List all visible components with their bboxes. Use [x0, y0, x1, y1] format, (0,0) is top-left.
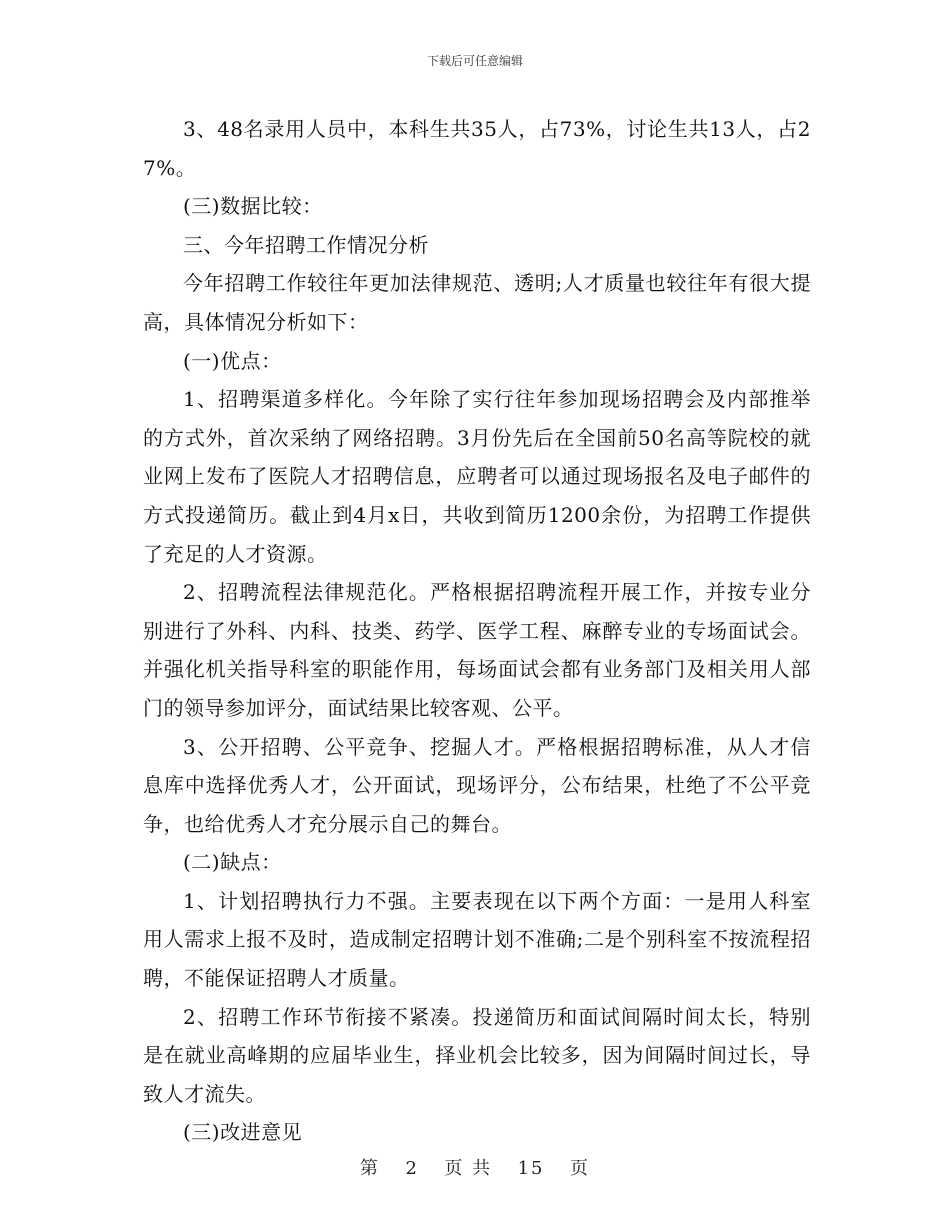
- paragraph-disadvantage-1: 1、计划招聘执行力不强。主要表现在以下两个方面：一是用人科室用人需求上报不及时，造成制定招聘计划不准确;二是个别科室不按流程招聘，不能保证招聘人才质量。: [143, 888, 811, 991]
- page-footer: [0, 1154, 950, 1180]
- heading-section-three: 三、今年招聘工作情况分析: [183, 232, 429, 257]
- paragraph-disadvantage-2: 2、招聘工作环节衔接不紧凑。投递简历和面试间隔时间太长，特别是在就业高峰期的应届毕业生，择业机会比较多，因为间隔时间过长，导致人才流失。: [143, 1004, 811, 1106]
- heading-disadvantages: (二)缺点：: [183, 850, 282, 875]
- heading-data-comparison: (三)数据比较：: [183, 194, 323, 219]
- total-pages-number: 15: [517, 1158, 545, 1179]
- paragraph-advantage-3: 3、公开招聘、公平竞争、挖掘人才。严格根据招聘标准，从人才信息库中选择优秀人才，公开面试，现场评分，公布结果，杜绝了不公平竞争，也给优秀人才充分展示自己的舞台。: [143, 734, 811, 836]
- paragraph-advantage-2: 2、招聘流程法律规范化。严格根据招聘流程开展工作，并按专业分别进行了外科、内科、技类、药学、医学工程、麻醉专业的专场面试会。并强化机关指导科室的职能作用，每场面试会都有业务部门及相关用人部门的领导参加评分，面试结果比较客观、公平。: [143, 580, 811, 720]
- page-header: 下载后可任意编辑: [426, 54, 523, 68]
- footer-prefix: 第: [360, 1158, 381, 1179]
- heading-advantages: (一)优点：: [183, 348, 282, 373]
- paragraph-hiring-ratio: 3、48名录用人员中，本科生共35人，占73%，讨论生共13人，占27%。: [143, 117, 811, 180]
- current-page-number: 2: [405, 1158, 419, 1179]
- footer-middle: 页 共: [444, 1158, 493, 1179]
- heading-improvements: (三)改进意见: [183, 1120, 303, 1145]
- document-body: [143, 110, 811, 1152]
- paragraph-advantage-1: 1、招聘渠道多样化。今年除了实行往年参加现场招聘会及内部推举的方式外，首次采纳了网络招聘。3月份先后在全国前50名高等院校的就业网上发布了医院人才招聘信息，应聘者可以通过现场报名及电子邮件的方式投递简历。截止到4月x日，共收到简历1200余份，为招聘工作提供了充足的人才资源。: [143, 387, 811, 566]
- paragraph-analysis-intro: 今年招聘工作较往年更加法律规范、透明;人才质量也较往年有很大提高，具体情况分析如下：: [143, 271, 811, 334]
- footer-suffix: 页: [569, 1158, 590, 1179]
